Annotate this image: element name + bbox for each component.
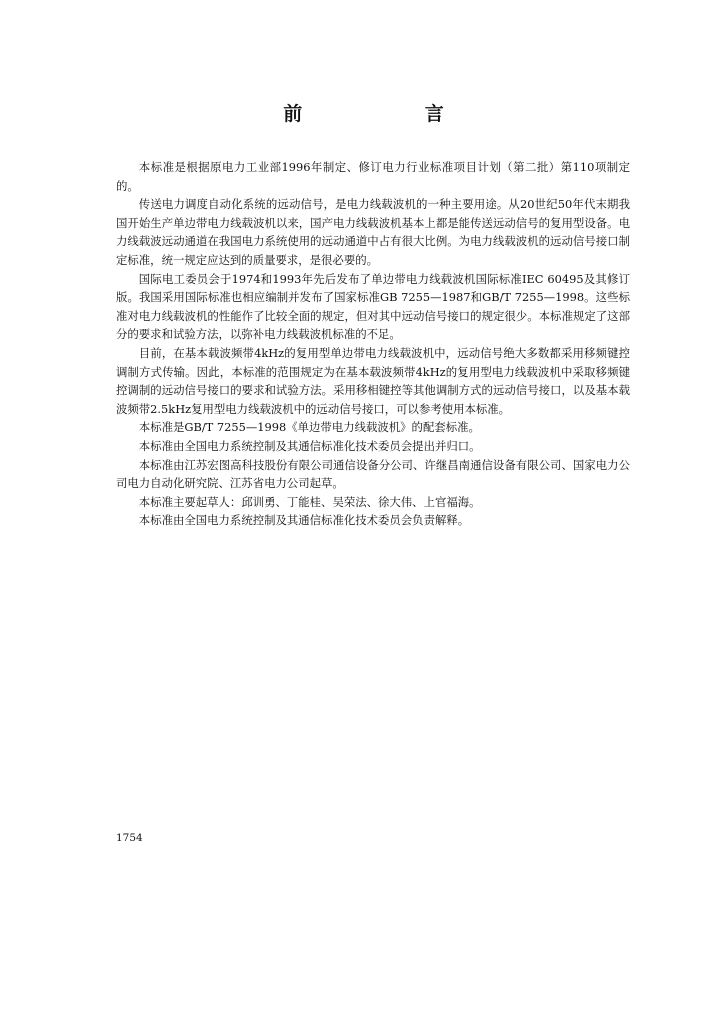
- paragraph-background: 传送电力调度自动化系统的远动信号，是电力线载波机的一种主要用途。从20世纪50年代末期我国开始生产单边带电力线载波机以来，国产电力线载波机基本上都是能传送远动信号的复用型设备。电力线载波远动通道在我国电力系统使用的远动通道中占有很大比例。为电力线载波机的远动信号接口制定标准，统一规定应达到的质量要求，是很必要的。: [116, 197, 630, 267]
- page-title: 前 言: [283, 103, 502, 125]
- paragraph-scope: 目前，在基本载波频带4kHz的复用型单边带电力线载波机中，远动信号绝大多数都采用移频键控调制方式传输。因此，本标准的范围规定为在基本载波频带4kHz的复用型电力线载波机中采取移频键控调制的远动信号接口的要求和试验方法。采用移相键控等其他调制方式的远动信号接口，以及基本载波频带2.5kHz复用型电力线载波机中的远动信号接口，可以参考使用本标准。: [116, 345, 630, 416]
- paragraph-companion-standard: 本标准是GB/T 7255—1998《单边带电力线载波机》的配套标准。: [138, 420, 480, 435]
- paragraph-main-drafters: 本标准主要起草人：邱训勇、丁能桂、吴荣法、徐大伟、上官福海。: [138, 494, 481, 509]
- paragraph-iec-standards: 国际电工委员会于1974和1993年先后发布了单边带电力线载波机国际标准IEC 60495及其修订版。我国采用国际标准也相应编制并发布了国家标准GB 7255—1987和GB/T 7255—1998。这些标准对电力线载波机的性能作了比较全面的规定，但对其中远动信号接口的规定很少。本标准规定了这部分的要求和试验方法，以弥补电力线载波机标准的不足。: [116, 271, 630, 342]
- preface-body: [116, 158, 630, 530]
- paragraph-drafted-by: 本标准由江苏宏图高科技股份有限公司通信设备分公司、许继昌南通信设备有限公司、国家电力公司电力自动化研究院、江苏省电力公司起草。: [116, 457, 630, 491]
- paragraph-proposed-by: 本标准由全国电力系统控制及其通信标准化技术委员会提出并归口。: [138, 438, 481, 453]
- paragraph-project-origin: 本标准是根据原电力工业部1996年制定、修订电力行业标准项目计划（第二批）第110项制定的。: [116, 160, 630, 193]
- page-number: 1754: [116, 832, 143, 844]
- paragraph-interpretation: 本标准由全国电力系统控制及其通信标准化技术委员会负责解释。: [138, 513, 470, 528]
